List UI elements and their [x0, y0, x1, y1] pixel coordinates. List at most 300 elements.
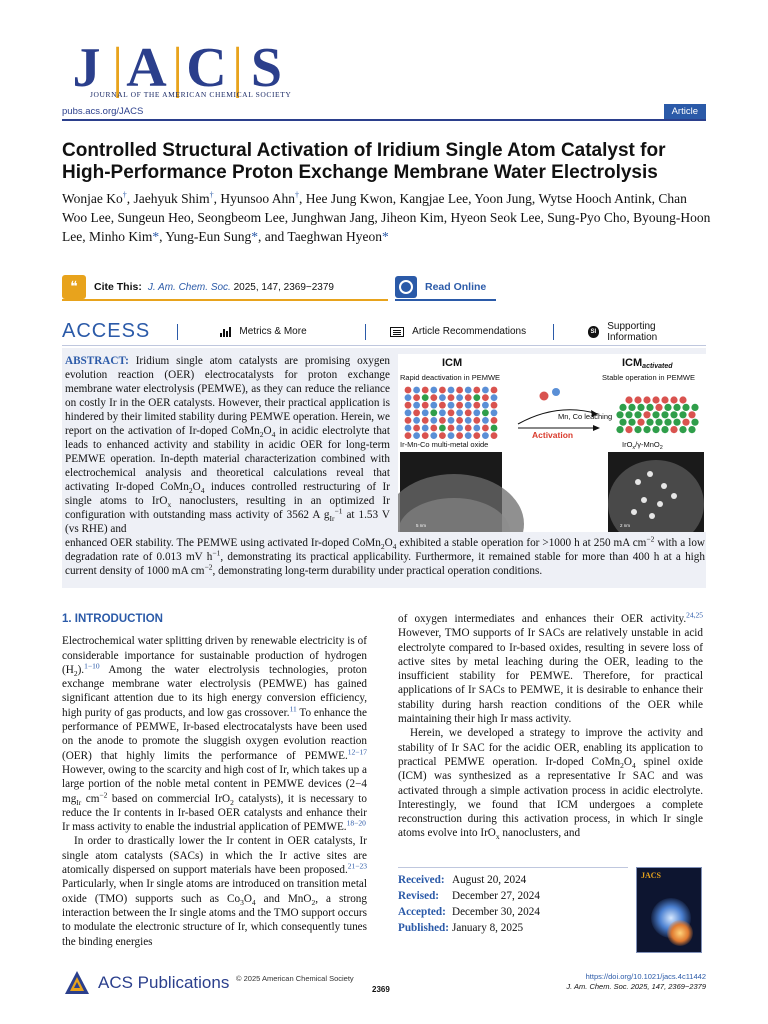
author-name[interactable]: Yoon Jung — [474, 191, 532, 206]
cover-art — [667, 920, 693, 946]
lattice-atom — [405, 394, 412, 401]
lattice-atom — [422, 394, 429, 401]
citation-details: 2025, 147, 2369−2379 — [233, 281, 334, 293]
lattice-atom — [646, 419, 653, 426]
recommendations-label: Article Recommendations — [412, 326, 527, 337]
text-segment: Herein, we developed a strategy to improve the activity and stability of Ir SAC for the acidic OER, enabling its application to practical PEMWE operation. Ir-doped CoMn — [398, 727, 703, 768]
lattice-atom — [628, 419, 635, 426]
lattice-atom — [664, 419, 671, 426]
reference-link[interactable]: 11 — [289, 704, 297, 714]
corresponding-author-mark: * — [251, 229, 259, 244]
lattice-atom — [652, 411, 659, 418]
lattice-atom — [482, 387, 489, 394]
text-segment: ). — [77, 663, 85, 676]
lattice-atom — [634, 426, 641, 433]
journal-url-link[interactable]: pubs.acs.org/JACS — [62, 106, 144, 117]
toc-right-material — [622, 440, 663, 451]
lattice-atom — [491, 387, 498, 394]
author-name[interactable]: Wytse Hooch Antink — [538, 191, 652, 206]
access-label: ACCESS — [62, 320, 151, 342]
text-segment: To enhance the performance of PEMWE, Ir-based electrocatalysts have been used on the anode to promote the sluggish oxygen evolution reaction (OER) that highly limits the performance of PEMWE. — [62, 706, 367, 762]
lattice-atom — [491, 409, 498, 416]
globe-icon — [395, 276, 417, 298]
author-name[interactable]: Yung-Eun Sung — [165, 229, 252, 244]
logo-letter: S — [250, 37, 284, 99]
lattice-atom — [405, 409, 412, 416]
logo-letter: J — [72, 37, 102, 99]
text-segment: , a strong interaction between the Ir single atoms and the TMO support occurs to modulate the electronic structure of Ir, which consequently tunes the binding energies — [62, 892, 367, 948]
lattice-atom — [473, 402, 480, 409]
lattice-atom — [405, 425, 412, 432]
reference-link[interactable]: 12−17 — [347, 746, 367, 756]
journal-logo — [62, 36, 292, 100]
scale-bar-label: 2 nm — [620, 523, 631, 528]
lattice-atom — [465, 432, 472, 439]
abstract-segment: at 1.53 V (vs RHE) and — [65, 509, 390, 535]
atom-lattice-before — [405, 387, 498, 439]
lattice-atom — [473, 409, 480, 416]
logo-divider: | — [112, 37, 125, 99]
superscript: −2 — [646, 534, 655, 544]
lattice-atom — [628, 404, 635, 411]
lattice-atom — [422, 402, 429, 409]
abstract-segment: O — [384, 537, 393, 549]
section-heading: 1. INTRODUCTION — [62, 613, 163, 625]
lattice-atom — [405, 387, 412, 394]
author-name[interactable]: Byoung-Hoon Lee — [62, 210, 711, 244]
lattice-atom — [482, 425, 489, 432]
text-segment: However, TMO supports of Ir SACs are relatively unstable in acid electrolyte compared to Ir-based oxides, resulting in severe loss of active sites by metal leaching during the OER, leading to the insufficient stability for PEMWE. Therefore, for practical applications of Ir SACs to PEMWE, it is desirable to enhance their stability during harsh reaction conditions of the OER while maintaining their high Ir mass activity. — [398, 627, 703, 726]
lattice-atom — [682, 404, 689, 411]
author-name[interactable]: Jaehyuk Shim — [133, 191, 210, 206]
lattice-atom — [456, 402, 463, 409]
lattice-atom — [646, 404, 653, 411]
author-name[interactable]: Junghwan Jang — [291, 210, 375, 225]
lattice-atom — [413, 394, 420, 401]
lattice-atom — [413, 402, 420, 409]
lattice-atom — [465, 387, 472, 394]
lattice-atom — [439, 409, 446, 416]
subscript: x — [167, 500, 172, 510]
page-number: 2369 — [372, 985, 390, 994]
lattice-atom — [625, 426, 632, 433]
lattice-atom — [670, 396, 677, 403]
subscript: 2 — [620, 761, 624, 771]
lattice-atom — [688, 411, 695, 418]
lattice-atom — [491, 417, 498, 424]
lattice-atom — [643, 396, 650, 403]
toc-arrow-label: Mn, Co leaching — [558, 412, 613, 421]
nanocluster-spot — [649, 513, 655, 519]
text-segment: cm — [81, 792, 100, 805]
lattice-atom — [465, 409, 472, 416]
lattice-atom — [405, 432, 412, 439]
lattice-atom — [473, 394, 480, 401]
lattice-atom — [661, 396, 668, 403]
lattice-atom — [634, 411, 641, 418]
lattice-atom — [637, 419, 644, 426]
lattice-atom — [422, 417, 429, 424]
lattice-atom — [625, 411, 632, 418]
toc-graphic — [398, 354, 706, 532]
abstract-segment: in acidic electrolyte that leads to enhanced activity and stability in acidic OER for long-term PEMWE operation. In-depth material characterization combined with electrochemical analysis and theoretical calculations reveal that activating Ir-doped CoMn — [65, 425, 390, 493]
lattice-atom — [405, 402, 412, 409]
logo-divider: | — [232, 37, 245, 99]
lattice-atom — [661, 426, 668, 433]
lattice-atom — [439, 402, 446, 409]
lattice-atom — [456, 409, 463, 416]
abstract-segment: nanoclusters, resulting in an optimized Ir configuration with outstanding mass activity of 3562 A g — [65, 495, 390, 521]
supporting-info-link[interactable] — [554, 321, 707, 343]
text-segment: Electrochemical water splitting driven by renewable electricity is of considerable importance for sustainable production of hydrogen (H — [62, 635, 367, 676]
subscript: 2 — [188, 486, 193, 496]
subscript: 4 — [632, 761, 636, 771]
date-label: Published: — [398, 922, 449, 934]
subscript: 2 — [230, 797, 234, 807]
lattice-atom — [652, 426, 659, 433]
scale-bar-label: 5 nm — [416, 523, 427, 528]
logo-subtitle: JOURNAL OF THE AMERICAN CHEMICAL SOCIETY — [90, 90, 292, 99]
lattice-atom — [616, 411, 623, 418]
logo-letter: A — [126, 37, 168, 99]
paragraph — [398, 726, 703, 840]
subscript: 4 — [392, 542, 397, 552]
author-name[interactable]: Minho Kim — [88, 229, 153, 244]
journal-cover-thumbnail[interactable] — [636, 867, 702, 953]
lattice-atom — [652, 396, 659, 403]
abstract-segment: exhibited a stable operation for >1000 h at 250 mA cm — [396, 537, 647, 549]
text-segment: nanoclusters, and — [499, 827, 581, 840]
subscript: 2 — [311, 897, 316, 907]
lattice-atom — [430, 425, 437, 432]
lattice-atom — [448, 409, 455, 416]
date-value: January 8, 2025 — [452, 922, 524, 934]
nanocluster-spot — [671, 493, 677, 499]
author-name[interactable]: Taeghwan Hyeon — [287, 229, 383, 244]
acs-publications-logo — [62, 968, 229, 998]
lattice-atom — [670, 411, 677, 418]
lattice-atom — [482, 394, 489, 401]
toc-right-material-sub: x — [632, 445, 636, 451]
author-name[interactable]: Kangjae Lee — [399, 191, 469, 206]
document-icon — [390, 327, 404, 337]
date-value: August 20, 2024 — [452, 874, 527, 886]
lattice-atom — [637, 404, 644, 411]
text-segment: based on commercial IrO — [107, 792, 231, 805]
lattice-atom — [448, 432, 455, 439]
reference-link[interactable]: 21−23 — [347, 861, 367, 871]
lattice-atom — [439, 394, 446, 401]
lattice-atom — [448, 425, 455, 432]
lattice-atom — [422, 425, 429, 432]
lattice-atom — [619, 404, 626, 411]
abstract-segment: with a low degradation rate of 0.013 mV h — [65, 537, 705, 563]
lattice-atom — [430, 409, 437, 416]
lattice-atom — [616, 426, 623, 433]
text-segment: of oxygen intermediates and enhances their OER activity. — [398, 613, 687, 625]
atom-lattice-after — [616, 396, 698, 433]
paragraph — [62, 834, 367, 948]
toc-right-caption: Stable operation in PEMWE — [602, 373, 695, 382]
lattice-atom — [679, 396, 686, 403]
lattice-atom — [439, 425, 446, 432]
subscript: x — [495, 832, 500, 842]
abstract-segment: O — [263, 425, 272, 437]
lattice-atom — [655, 419, 662, 426]
reference-link[interactable]: 24,25 — [686, 610, 703, 620]
toc-right-material-sub2: 2 — [659, 445, 663, 451]
text-segment: Particularly, when Ir single atoms are introduced on transition metal oxide (TMO) supports such as Co — [62, 878, 367, 905]
lattice-atom — [465, 402, 472, 409]
journal-reference: J. Am. Chem. Soc. 2025, 147, 2369−2379 — [566, 982, 706, 991]
superscript: −2 — [204, 562, 213, 572]
lattice-atom — [439, 417, 446, 424]
lattice-atom — [422, 409, 429, 416]
subscript: Ir — [76, 797, 82, 807]
reference-link[interactable]: 18−20 — [346, 818, 366, 828]
lattice-atom — [661, 411, 668, 418]
lattice-atom — [448, 387, 455, 394]
lattice-atom — [465, 417, 472, 424]
logo-divider: | — [172, 37, 185, 99]
text-segment: spinel oxide (ICM) was synthesized as a representative Ir SAC and was activated through a simple activation process in acidic electrolyte. Interestingly, we found that ICM undergoes a complete reconstruction during this activation process, in which Ir single atoms evolve into IrO — [398, 755, 703, 840]
date-label: Revised: — [398, 890, 440, 902]
nanocluster-spot — [661, 483, 667, 489]
bar-chart-icon — [220, 327, 231, 337]
paper-title: Controlled Structural Activation of Iridium Single Atom Catalyst for High-Performance Proton Exchange Membrane Water Electrolysis — [62, 140, 666, 183]
metrics-label: Metrics & More — [239, 326, 307, 337]
subscript: 2 — [380, 542, 385, 552]
si-icon: SI — [588, 326, 600, 338]
author-name[interactable]: Sung-Pyo Cho — [547, 210, 627, 225]
lattice-atom — [456, 432, 463, 439]
lattice-atom — [448, 417, 455, 424]
lattice-atom — [430, 387, 437, 394]
text-segment: However, owing to the scarcity and high cost of Ir, which takes up a large portion of the noble metal content in PEMWE devices (2−4 mg — [62, 763, 367, 805]
lattice-atom — [491, 432, 498, 439]
abstract-segment: Iridium single atom catalysts are promising oxygen evolution reaction (OER) electrocatalysts for proton exchange membrane water electrolysis (PEMWE), as they can reduce the reliance on costly Ir in the OER catalysts. However, their practical application is hindered by their limited stability during PEMWE operation. Herein, we report on the activation of Ir-doped CoMn — [65, 355, 391, 437]
lattice-atom — [439, 432, 446, 439]
lattice-atom — [456, 394, 463, 401]
lattice-atom — [430, 402, 437, 409]
publication-dates — [398, 867, 628, 936]
author-name[interactable]: Sungeun Heo — [117, 210, 191, 225]
lattice-atom — [619, 419, 626, 426]
subscript: 4 — [271, 430, 276, 440]
lattice-atom — [491, 425, 498, 432]
date-row — [398, 872, 628, 888]
lattice-atom — [473, 387, 480, 394]
author-name[interactable]: Jiheon Kim — [381, 210, 444, 225]
lattice-atom — [422, 432, 429, 439]
date-value: December 27, 2024 — [452, 890, 540, 902]
author-name[interactable]: Hyunsoo Ahn — [220, 191, 296, 206]
author-name[interactable]: Chan Woo Lee — [62, 191, 687, 225]
lattice-atom — [413, 409, 420, 416]
nanocluster-spot — [647, 471, 653, 477]
toc-left-material: Ir-Mn-Co multi-metal oxide — [400, 440, 489, 449]
lattice-atom — [448, 402, 455, 409]
author-name[interactable]: Wonjae Ko — [62, 191, 123, 206]
equal-contribution-mark: † — [209, 190, 214, 200]
recommendations-link[interactable] — [366, 326, 552, 337]
lattice-atom — [430, 432, 437, 439]
toc-activation-label: Activation — [532, 430, 574, 440]
lattice-atom — [679, 411, 686, 418]
lattice-atom — [456, 417, 463, 424]
text-segment: Among the water electrolysis technologies, proton exchange membrane water electrolysis (PEMWE) has gained significant attention due to its high energy conversion efficiency, high purity of gas products, and low gas crossover. — [62, 663, 367, 719]
abstract-continued — [65, 536, 705, 578]
lattice-atom — [465, 425, 472, 432]
equal-contribution-mark: † — [295, 190, 300, 200]
body-column-right — [398, 612, 703, 841]
text-segment: O — [623, 755, 632, 768]
lattice-atom — [491, 402, 498, 409]
lattice-atom — [430, 394, 437, 401]
subscript: 2 — [259, 430, 264, 440]
cite-this-bar[interactable] — [62, 275, 388, 301]
nanocluster-spot — [631, 509, 637, 515]
subscript: 4 — [200, 486, 205, 496]
lattice-atom — [643, 426, 650, 433]
body-column-left — [62, 612, 367, 949]
abstract-segment: , demonstrating long-term durability under practical operation conditions. — [212, 565, 543, 577]
supporting-info-label: Supporting Information — [607, 320, 658, 343]
date-row — [398, 888, 628, 904]
mn-atom-icon — [540, 392, 549, 401]
toc-right-material-a: IrO — [622, 440, 633, 449]
co-atom-icon — [552, 388, 560, 396]
lattice-atom — [491, 394, 498, 401]
publisher-name: ACS Publications — [98, 973, 230, 992]
abstract-panel — [62, 348, 706, 588]
superscript: −1 — [212, 548, 221, 558]
lattice-atom — [473, 417, 480, 424]
abstract-segment: O — [192, 481, 201, 493]
text-segment: and MnO — [255, 892, 312, 905]
lattice-atom — [413, 432, 420, 439]
subscript: 4 — [251, 897, 256, 907]
subscript: 2 — [73, 669, 78, 679]
metrics-link[interactable] — [178, 326, 365, 337]
nanocluster-spot — [657, 501, 663, 507]
lattice-atom — [673, 419, 680, 426]
lattice-atom — [439, 387, 446, 394]
lattice-atom — [691, 404, 698, 411]
citation-journal: J. Am. Chem. Soc. — [147, 281, 231, 293]
access-bar — [62, 318, 706, 346]
text-segment: O — [243, 892, 252, 905]
doi-link[interactable]: https://doi.org/10.1021/jacs.4c11442 — [585, 972, 706, 981]
author-name[interactable]: Hee Jung Kwon — [305, 191, 393, 206]
lattice-atom — [413, 425, 420, 432]
lattice-atom — [634, 396, 641, 403]
header-divider — [62, 119, 706, 121]
toc-right-title — [622, 357, 673, 370]
date-label: Received: — [398, 874, 445, 886]
nanocluster-spot — [641, 497, 647, 503]
text-segment: catalysts), it is necessary to reduce the Ir contents in Ir-based OER catalysts and enhance their Ir mass activity to enable the industrial application of PEMWE. — [62, 792, 367, 834]
abstract-segment: enhanced OER stability. The PEMWE using activated Ir-doped CoMn — [65, 537, 381, 549]
abstract-segment: induces controlled restructuring of Ir single atoms to IrO — [65, 481, 390, 507]
article-type-badge: Article — [664, 104, 706, 119]
toc-left-caption: Rapid deactivation in PEMWE — [400, 373, 501, 382]
lattice-atom — [664, 404, 671, 411]
date-value: December 30, 2024 — [452, 906, 540, 918]
toc-right-title-main: ICM — [622, 357, 643, 369]
abstract-lead: ABSTRACT: — [65, 355, 129, 367]
read-online-button[interactable] — [395, 275, 496, 301]
logo-letter: C — [186, 37, 228, 99]
lattice-atom — [482, 402, 489, 409]
reference-link[interactable]: 1−10 — [84, 661, 100, 671]
lattice-atom — [413, 387, 420, 394]
text-segment: In order to drastically lower the Ir content in OER catalysts, Ir single atom catalysts (SACs) in which the Ir active sites are atomically dispersed on support materials have been proposed. — [62, 835, 367, 877]
superscript: −1 — [334, 506, 343, 516]
equal-contribution-mark: † — [122, 190, 127, 200]
date-label: Accepted: — [398, 906, 446, 918]
subscript: Ir — [329, 514, 335, 524]
date-row — [398, 904, 628, 920]
lattice-atom — [482, 417, 489, 424]
acs-triangle-icon — [62, 968, 92, 998]
cover-title: JACS — [641, 871, 662, 880]
paragraph — [398, 612, 703, 726]
lattice-atom — [465, 394, 472, 401]
subscript: 3 — [240, 897, 244, 907]
lattice-atom — [482, 409, 489, 416]
footer-citation — [566, 972, 706, 992]
superscript: −2 — [99, 789, 108, 799]
lattice-atom — [422, 387, 429, 394]
lattice-atom — [625, 396, 632, 403]
lattice-atom — [643, 411, 650, 418]
toc-right-title-sub: activated — [642, 363, 673, 370]
citation-text — [148, 282, 334, 293]
nanocluster-spot — [635, 479, 641, 485]
lattice-atom — [430, 417, 437, 424]
lattice-atom — [673, 404, 680, 411]
lattice-atom — [473, 432, 480, 439]
lattice-atom — [679, 426, 686, 433]
toc-right-material-b: /γ-MnO — [635, 440, 660, 449]
abstract-text — [65, 354, 390, 536]
paragraph — [62, 634, 367, 834]
lattice-atom — [482, 432, 489, 439]
read-online-label: Read Online — [425, 281, 487, 293]
lattice-atom — [456, 425, 463, 432]
lattice-atom — [456, 387, 463, 394]
lattice-atom — [670, 426, 677, 433]
corresponding-author-mark: * — [382, 229, 389, 244]
arrow-head-icon — [593, 425, 600, 431]
lattice-atom — [655, 404, 662, 411]
lattice-atom — [691, 419, 698, 426]
copyright-text: © 2025 American Chemical Society — [236, 974, 354, 983]
author-name[interactable]: Hyeon Seok Lee — [450, 210, 541, 225]
author-name[interactable]: Seongbeom Lee — [197, 210, 285, 225]
lattice-atom — [682, 419, 689, 426]
lattice-atom — [413, 417, 420, 424]
abstract-segment: , demonstrating its practical applicability. Furthermore, it remained stable for more than 400 h at a high current density of 1000 mA cm — [65, 551, 705, 577]
date-row — [398, 920, 628, 936]
lattice-atom — [688, 426, 695, 433]
lattice-atom — [448, 394, 455, 401]
lattice-atom — [473, 425, 480, 432]
corresponding-author-mark: * — [152, 229, 160, 244]
lattice-atom — [405, 417, 412, 424]
quote-icon: ❝ — [62, 275, 86, 299]
